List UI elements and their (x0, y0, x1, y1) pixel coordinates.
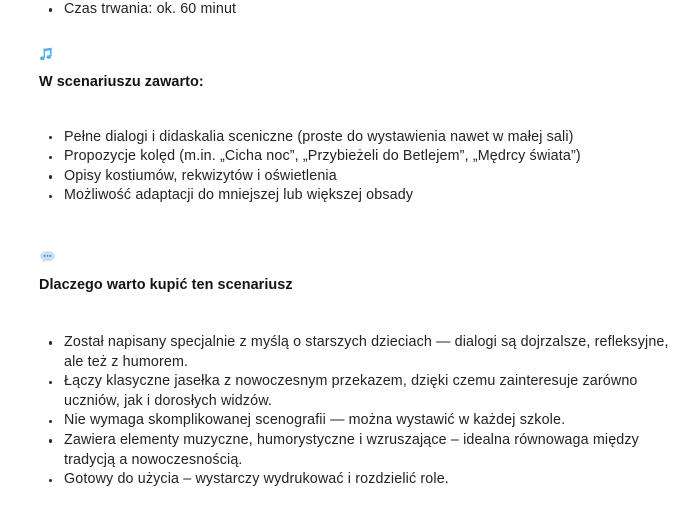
top-bullet-list (38, 0, 678, 20)
spacer (38, 92, 678, 128)
list-item: Propozycje kolęd (m.in. „Cicha noc”, „Przybieżeli do Betlejem”, „Mędrcy świata”) (38, 147, 678, 167)
list-item: Gotowy do użycia – wystarczy wydrukować i rozdzielić role. (38, 470, 678, 490)
list-item: Łączy klasyczne jasełka z nowoczesnym przekazem, dzięki czemu zainteresuje zarówno uczniów, jak i dorosłych widzów. (38, 372, 678, 411)
list-item: Został napisany specjalnie z myślą o starszych dzieciach — dialogi są dojrzalsze, refleksyjne, ale też z humorem. (38, 333, 678, 372)
spacer (38, 20, 678, 47)
list-item: Czas trwania: ok. 60 minut (38, 0, 678, 20)
spacer (38, 267, 678, 276)
section-2-bullet-list (38, 333, 678, 490)
list-item: Opisy kostiumów, rekwizytów i oświetlenia (38, 167, 678, 187)
section-heading-1: W scenariuszu zawarto: (39, 73, 204, 90)
speech-balloon-icon (39, 250, 678, 267)
section-1-bullet-list (38, 128, 678, 206)
musical-notes-icon (39, 47, 678, 64)
spacer (38, 64, 678, 73)
section-heading-2: Dlaczego warto kupić ten scenariusz (39, 276, 293, 293)
list-item: Zawiera elementy muzyczne, humorystyczne i wzruszające – idealna równowaga między tradycją a nowoczesnością. (38, 431, 678, 470)
spacer (38, 206, 678, 250)
list-item: Nie wymaga skomplikowanej scenografii — można wystawić w każdej szkole. (38, 411, 678, 431)
spacer (38, 295, 678, 333)
list-item: Możliwość adaptacji do mniejszej lub większej obsady (38, 186, 678, 206)
list-item: Pełne dialogi i didaskalia sceniczne (proste do wystawienia nawet w małej sali) (38, 128, 678, 148)
